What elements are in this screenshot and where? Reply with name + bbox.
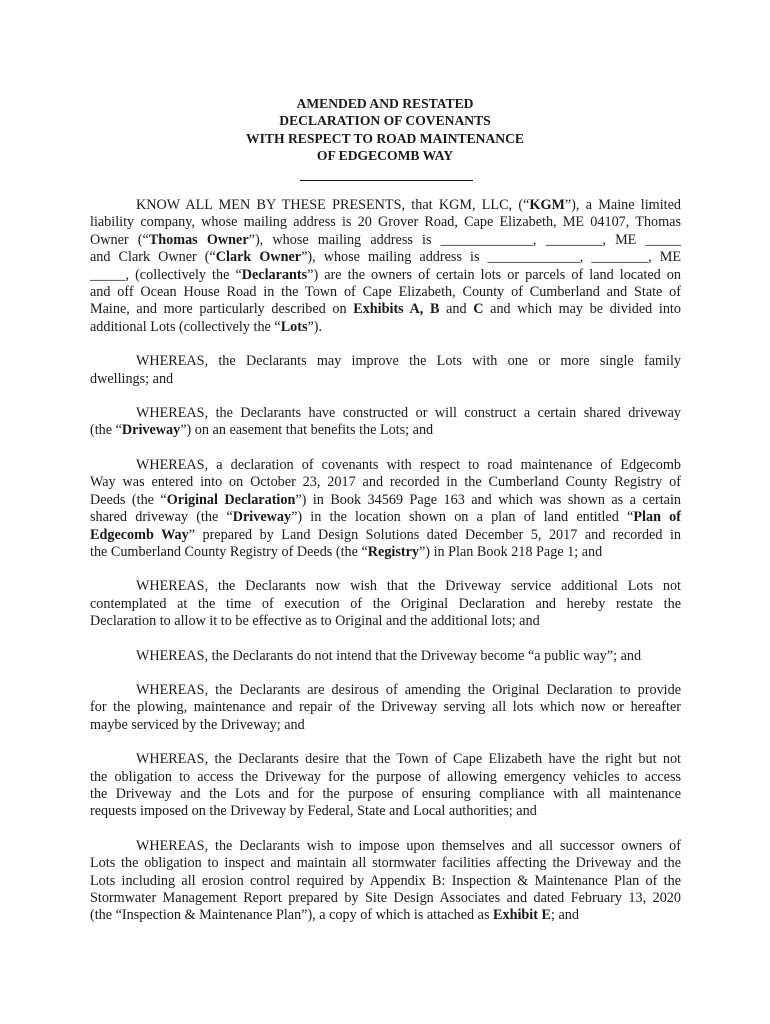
text-run: Deeds (the “ xyxy=(90,491,167,508)
paragraph-whereas-additional-lots xyxy=(90,578,681,630)
defined-term: C xyxy=(473,301,484,318)
text-run: ”) are the owners of certain lots or parcels of land located on xyxy=(307,266,681,283)
text-line: the Driveway and the Lots and for the purpose of ensuring compliance with all maintenance xyxy=(90,785,681,802)
title-divider xyxy=(300,180,473,181)
defined-term: KGM xyxy=(529,197,565,213)
defined-term: Exhibits A, B xyxy=(353,301,440,318)
text-run: ”) in Plan Book 218 Page 1; and xyxy=(419,543,603,560)
defined-term: Clark Owner xyxy=(215,249,302,266)
defined-term: Driveway xyxy=(121,422,181,439)
text-line: the obligation to access the Driveway for the purpose of allowing emergency vehicles to access xyxy=(90,768,681,785)
document-body xyxy=(90,197,681,942)
paragraph-whereas-original-declaration xyxy=(90,457,681,561)
text-run: and xyxy=(439,301,474,318)
paragraph-whereas-improve xyxy=(90,353,681,388)
text-run: the Cumberland County Registry of Deeds (the “ xyxy=(90,543,368,560)
title-line-4: OF EDGECOMB WAY xyxy=(316,148,454,164)
paragraph-whereas-amending xyxy=(90,682,681,734)
defined-term: Plan of xyxy=(633,509,681,526)
text-line: and off Ocean House Road in the Town of Cape Elizabeth, County of Cumberland and State of xyxy=(90,284,681,301)
text-line: WHEREAS, the Declarants have constructed or will construct a certain shared driveway xyxy=(136,405,681,422)
text-run: ” prepared by Land Design Solutions dated December 5, 2017 and recorded in xyxy=(188,526,681,543)
text-run: shared driveway (the “ xyxy=(90,509,233,526)
text-line: for the plowing, maintenance and repair of the Driveway serving all lots which now or hereafter xyxy=(90,699,681,716)
text-run: KNOW ALL MEN BY THESE PRESENTS, that KGM, LLC, (“ xyxy=(136,197,530,213)
defined-term: Original Declaration xyxy=(166,491,296,508)
text-run: ”), whose mailing address is _____________, ________, ME _____ xyxy=(248,231,681,248)
text-run: (the “ xyxy=(90,422,122,439)
paragraph-know-all-men xyxy=(90,197,681,336)
text-line: Stormwater Management Report prepared by Site Design Associates and dated February 13, 2020 xyxy=(90,890,681,906)
text-run: and which may be divided into xyxy=(483,301,681,318)
paragraph-whereas-driveway xyxy=(90,405,681,440)
text-line: Declaration to allow it to be effective as to Original and the additional lots; and xyxy=(90,613,540,630)
title-line-3: WITH RESPECT TO ROAD MAINTENANCE xyxy=(246,130,524,146)
text-run: Owner (“ xyxy=(90,231,149,248)
title-line-2: DECLARATION OF COVENANTS xyxy=(279,113,491,129)
text-line: WHEREAS, the Declarants wish to impose upon themselves and all successor owners of xyxy=(136,837,681,854)
text-line: dwellings; and xyxy=(90,370,174,387)
text-run: ; and xyxy=(550,907,579,924)
text-line: WHEREAS, a declaration of covenants with respect to road maintenance of Edgecomb xyxy=(136,456,681,473)
text-run: and Clark Owner (“ xyxy=(90,249,216,266)
text-line: Lots the obligation to inspect and maintain all stormwater facilities affecting the Driveway and the xyxy=(90,855,681,872)
defined-term: Exhibit E xyxy=(493,907,551,924)
defined-term: Thomas Owner xyxy=(148,231,249,248)
paragraph-whereas-public-way xyxy=(90,648,681,665)
defined-term: Registry xyxy=(367,543,419,560)
text-line: WHEREAS, the Declarants now wish that the Driveway service additional Lots not xyxy=(136,578,681,595)
text-line: maybe serviced by the Driveway; and xyxy=(90,716,305,733)
text-run: ”) on an easement that benefits the Lots; and xyxy=(180,422,434,439)
text-run: ”) in Book 34569 Page 163 and which was shown as a certain xyxy=(295,491,682,508)
text-run: additional Lots (collectively the “ xyxy=(90,318,281,335)
document-title xyxy=(0,95,770,165)
paragraph-whereas-stormwater xyxy=(90,838,681,925)
text-line: Way was entered into on October 23, 2017 and recorded in the Cumberland County Registry of xyxy=(90,474,681,491)
text-run: (the “Inspection & Maintenance Plan”), a copy of which is attached as xyxy=(90,907,494,924)
title-line-1: AMENDED AND RESTATED xyxy=(296,96,474,111)
text-line: WHEREAS, the Declarants desire that the Town of Cape Elizabeth have the right but not xyxy=(136,751,681,768)
defined-term: Declarants xyxy=(241,266,308,283)
text-run: ”) in the location shown on a plan of land entitled “ xyxy=(291,509,634,526)
text-line: contemplated at the time of execution of the Original Declaration and hereby restate the xyxy=(90,595,681,612)
paragraph-whereas-town-access xyxy=(90,751,681,821)
text-run: _____, (collectively the “ xyxy=(90,266,242,283)
defined-term: Lots xyxy=(280,318,308,335)
text-run: ”), a Maine limited xyxy=(564,197,681,213)
text-run: ”), whose mailing address is _____________, ________, ME xyxy=(301,249,681,266)
text-line: liability company, whose mailing address is 20 Grover Road, Cape Elizabeth, ME 04107, Thomas xyxy=(90,214,681,231)
text-line: WHEREAS, the Declarants are desirous of amending the Original Declaration to provide xyxy=(136,681,681,698)
defined-term: Edgecomb Way xyxy=(90,526,189,543)
text-run: Maine, and more particularly described on xyxy=(90,301,354,318)
text-line: Lots including all erosion control required by Appendix B: Inspection & Maintenance Plan of the xyxy=(90,872,681,889)
text-run: ”). xyxy=(307,318,323,335)
text-line: WHEREAS, the Declarants do not intend that the Driveway become “a public way”; and xyxy=(136,647,642,664)
text-line: requests imposed on the Driveway by Federal, State and Local authorities; and xyxy=(90,803,537,820)
defined-term: Driveway xyxy=(232,509,292,526)
text-line: WHEREAS, the Declarants may improve the Lots with one or more single family xyxy=(136,353,681,370)
